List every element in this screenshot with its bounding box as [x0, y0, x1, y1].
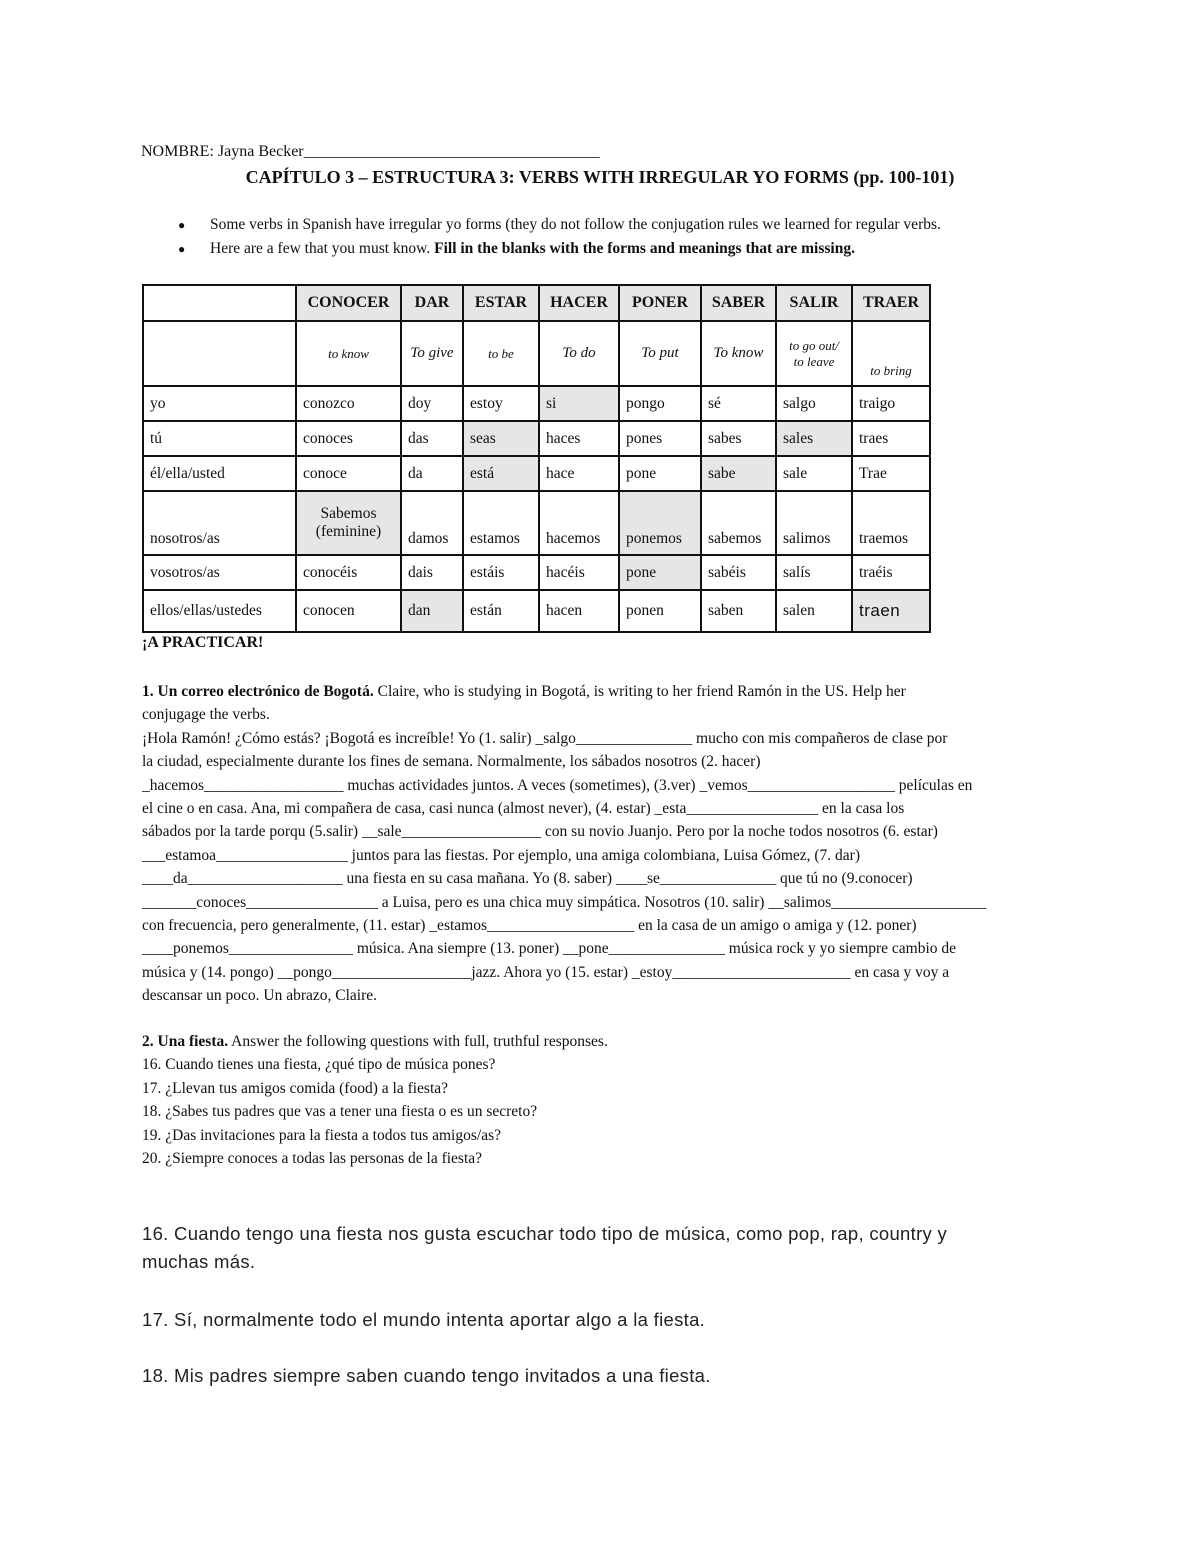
form-cell: salen [776, 590, 852, 632]
bullet-icon: ● [178, 242, 186, 256]
exercise-line: ___estamoa_________________ juntos para las fiestas. Por ejemplo, una amiga colombiana, Luisa Gómez, (7. dar) [142, 846, 860, 864]
form-cell: salgo [776, 386, 852, 421]
form-cell: da [401, 456, 463, 491]
exercise-2 [142, 1030, 1072, 1170]
form-cell: hacen [539, 590, 619, 632]
worksheet-title: CAPÍTULO 3 – ESTRUCTURA 3: VERBS WITH IRREGULAR YO FORMS (pp. 100-101) [245, 167, 955, 187]
form-cell: hacéis [539, 555, 619, 590]
form-cell: salís [776, 555, 852, 590]
form-cell: estamos [463, 491, 539, 555]
form-cell: pongo [619, 386, 701, 421]
subject-cell: vosotros/as [143, 555, 296, 590]
exercise-2-intro: Answer the following questions with full, truthful responses. [228, 1033, 608, 1050]
subject-cell: yo [143, 386, 296, 421]
exercise-1-intro: Claire, who is studying in Bogotá, is writing to her friend Ramón in the US. Help her [373, 683, 906, 700]
table-row [143, 491, 930, 555]
exercise-line: sábados por la tarde porqu (5.salir) __sale__________________ con su novio Juanjo. Pero por la noche todos nosotros (6. estar) [142, 823, 938, 841]
exercise-line: el cine o en casa. Ana, mi compañera de casa, casi nunca (almost never), (4. estar) _esta_________________ en la casa los [142, 799, 905, 817]
table-row [143, 590, 930, 632]
exercise-line: _hacemos__________________ muchas actividades juntos. A veces (sometimes), (3.ver) _vemos___________________ películas en [142, 776, 973, 794]
form-cell: ponemos [619, 491, 701, 555]
form-cell: estoy [463, 386, 539, 421]
form-cell: ponen [619, 590, 701, 632]
form-cell: saben [701, 590, 776, 632]
form-cell: conocen [296, 590, 401, 632]
form-cell: conocéis [296, 555, 401, 590]
exercise-line: música y (14. pongo) __pongo__________________jazz. Ahora yo (15. estar) _estoy_______________________ en casa y voy a [142, 963, 950, 981]
form-cell: hacemos [539, 491, 619, 555]
form-cell: estáis [463, 555, 539, 590]
conjugation-table [142, 284, 931, 633]
form-cell: sabes [701, 421, 776, 456]
exercise-1-header [142, 680, 1072, 703]
exercise-line: ____ponemos________________ música. Ana siempre (13. poner) __pone_______________ música rock y yo siempre cambio de [142, 940, 957, 958]
instruction-text: Some verbs in Spanish have irregular yo forms (they do not follow the conjugation rules we learned for regular verbs. [210, 216, 941, 233]
form-cell: doy [401, 386, 463, 421]
form-cell: damos [401, 491, 463, 555]
answer-line: muchas más. [142, 1251, 256, 1272]
table-row [143, 421, 930, 456]
exercise-line: la ciudad, especialmente durante los fines de semana. Normalmente, los sábados nosotros (2. hacer) [142, 753, 761, 771]
meaning-cell: To do [539, 321, 619, 386]
meaning-cell: To put [619, 321, 701, 386]
exercise-1-title: 1. Un correo electrónico de Bogotá. [142, 683, 374, 700]
form-cell: conoces [296, 421, 401, 456]
question-item: 16. Cuando tienes una fiesta, ¿qué tipo de música pones? [142, 1056, 496, 1074]
form-cell: conoce [296, 456, 401, 491]
exercise-line: ¡Hola Ramón! ¿Cómo estás? ¡Bogotá es increíble! Yo (1. salir) _salgo_______________ mucho con mis compañeros de clase por [142, 729, 948, 747]
form-cell: haces [539, 421, 619, 456]
instruction-text: Here are a few that you must know. [210, 240, 435, 257]
meaning-cell [143, 321, 296, 386]
answer-line: 16. Cuando tengo una fiesta nos gusta escuchar todo tipo de música, como pop, rap, country y [142, 1223, 948, 1244]
answer-17: 17. Sí, normalmente todo el mundo intenta aportar algo a la fiesta. [142, 1309, 706, 1330]
form-cell: hace [539, 456, 619, 491]
meaning-cell: to be [463, 321, 539, 386]
question-item: 18. ¿Sabes tus padres que vas a tener una fiesta o es un secreto? [142, 1103, 538, 1121]
exercise-line: descansar un poco. Un abrazo, Claire. [142, 987, 377, 1005]
header-cell: TRAER [852, 285, 930, 321]
subject-cell: tú [143, 421, 296, 456]
form-cell: traen [852, 590, 930, 632]
form-cell: Trae [852, 456, 930, 491]
table-header-row [143, 285, 930, 321]
form-cell: sé [701, 386, 776, 421]
form-cell: sabe [701, 456, 776, 491]
meaning-cell: To know [701, 321, 776, 386]
form-cell: conozco [296, 386, 401, 421]
form-cell: dais [401, 555, 463, 590]
form-cell: das [401, 421, 463, 456]
meaning-cell: to bring [852, 321, 930, 386]
form-cell: pone [619, 555, 701, 590]
form-cell: Sabemos (feminine) [296, 491, 401, 555]
header-cell: CONOCER [296, 285, 401, 321]
exercise-1 [142, 680, 1072, 1007]
form-cell: seas [463, 421, 539, 456]
form-cell: traigo [852, 386, 930, 421]
table-row [143, 555, 930, 590]
answer-18: 18. Mis padres siempre saben cuando tengo invitados a una fiesta. [142, 1365, 711, 1386]
instruction-item [178, 214, 941, 238]
form-cell: salimos [776, 491, 852, 555]
header-cell: SALIR [776, 285, 852, 321]
name-line: NOMBRE: Jayna Becker_____________________________________ [141, 143, 600, 160]
form-cell: traes [852, 421, 930, 456]
meaning-row [143, 321, 930, 386]
instruction-item [178, 238, 941, 262]
question-item: 17. ¿Llevan tus amigos comida (food) a la fiesta? [142, 1079, 449, 1097]
form-cell: está [463, 456, 539, 491]
header-cell: DAR [401, 285, 463, 321]
form-cell: sale [776, 456, 852, 491]
subject-cell: nosotros/as [143, 491, 296, 555]
meaning-cell: to know [296, 321, 401, 386]
exercise-line: _______conoces_________________ a Luisa, pero es una chica muy simpática. Nosotros (10. salir) __salimos____________________ [142, 893, 987, 911]
exercise-line: con frecuencia, pero generalmente, (11. estar) _estamos___________________ en la casa de un amigo o amiga y (12. poner) [142, 916, 917, 934]
question-item: 19. ¿Das invitaciones para la fiesta a todos tus amigos/as? [142, 1126, 501, 1144]
form-cell: sales [776, 421, 852, 456]
form-cell: traéis [852, 555, 930, 590]
header-cell: SABER [701, 285, 776, 321]
instruction-list [178, 214, 941, 262]
exercise-line: conjugage the verbs. [142, 706, 270, 724]
bullet-icon: ● [178, 218, 186, 232]
header-cell: HACER [539, 285, 619, 321]
answer-16 [142, 1220, 1072, 1276]
exercise-2-title: 2. Una fiesta. [142, 1033, 229, 1050]
form-cell: traemos [852, 491, 930, 555]
subject-cell: él/ella/usted [143, 456, 296, 491]
form-cell: dan [401, 590, 463, 632]
table-row [143, 456, 930, 491]
form-cell: sabemos [701, 491, 776, 555]
form-cell: pones [619, 421, 701, 456]
table-row [143, 386, 930, 421]
meaning-cell: To give [401, 321, 463, 386]
header-cell: PONER [619, 285, 701, 321]
form-cell: sabéis [701, 555, 776, 590]
form-cell: si [539, 386, 619, 421]
exercise-line: ____da____________________ una fiesta en su casa mañana. Yo (8. saber) ____se_______________ que tú no (9.conocer) [142, 870, 913, 888]
question-item: 20. ¿Siempre conoces a todas las personas de la fiesta? [142, 1149, 483, 1167]
practice-heading: ¡A PRACTICAR! [142, 634, 264, 651]
subject-cell: ellos/ellas/ustedes [143, 590, 296, 632]
meaning-cell: to go out/ to leave [776, 321, 852, 386]
exercise-2-header [142, 1030, 1072, 1053]
form-cell: están [463, 590, 539, 632]
header-cell [143, 285, 296, 321]
header-cell: ESTAR [463, 285, 539, 321]
form-cell: pone [619, 456, 701, 491]
instruction-bold: Fill in the blanks with the forms and meanings that are missing. [434, 240, 855, 257]
